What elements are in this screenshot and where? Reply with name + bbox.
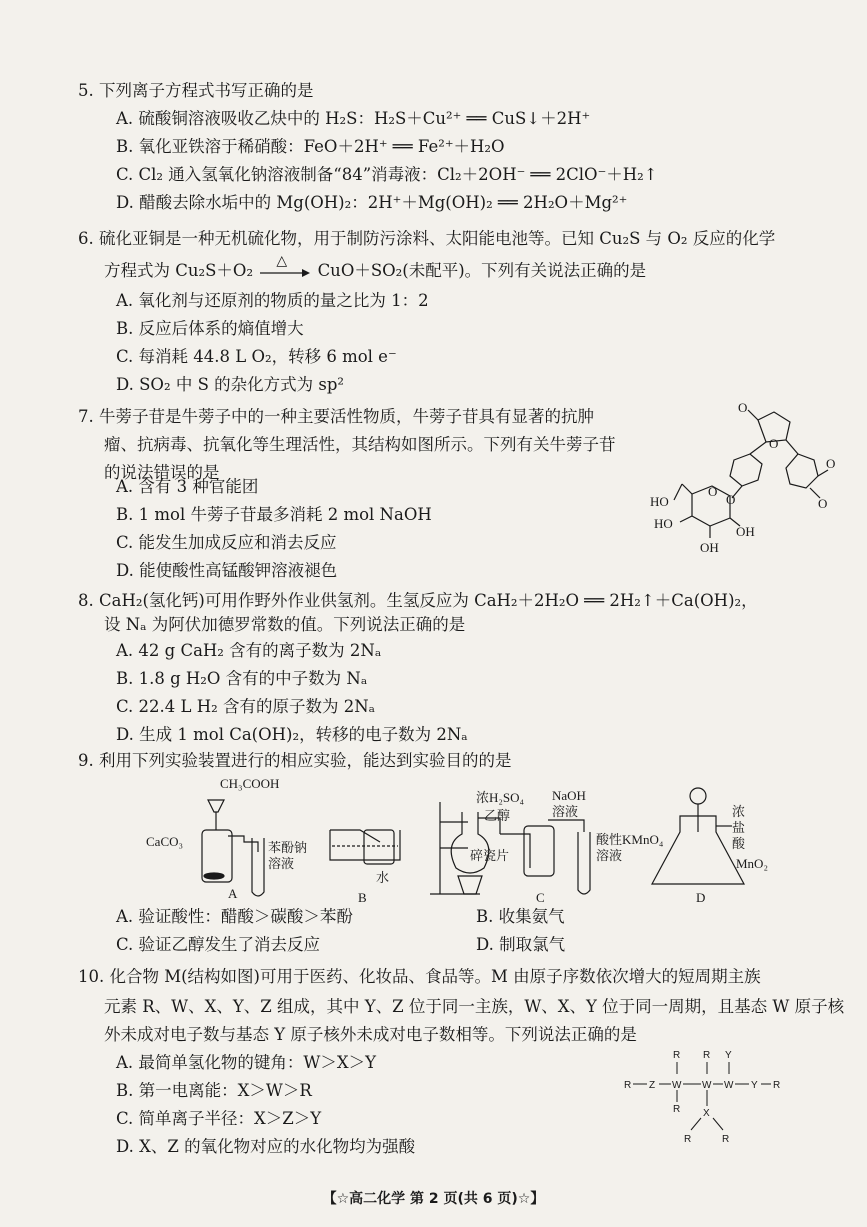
atom-r-1: R: [624, 1080, 632, 1091]
atom-y-1: Y: [751, 1080, 758, 1091]
q6-equation-right: CuO＋SO₂(未配平)。下列有关说法正确的是: [317, 261, 647, 280]
methoxy-oxygen-1-label: O: [826, 456, 836, 471]
q5-option-b: B. 氧化亚铁溶于稀硝酸：FeO＋2H⁺ ══ Fe²⁺＋H₂O: [116, 137, 505, 156]
porcelain-chips-label: 碎瓷片: [470, 848, 510, 863]
hydroxyl-label-3: OH: [700, 540, 719, 555]
conc-hcl-label-3: 酸: [732, 836, 746, 851]
arctiin-structure-figure: [640, 398, 840, 558]
q7-stem-line2: 瘤、抗病毒、抗氧化等生理活性，其结构如图所示。下列有关牛蒡子苷: [104, 435, 616, 454]
q5-option-d: D. 醋酸去除水垢中的 Mg(OH)₂：2H⁺＋Mg(OH)₂ ══ 2H₂O＋Mg²⁺: [116, 193, 628, 212]
naoh-label-2: 溶液: [552, 804, 579, 819]
atom-w-1: W: [672, 1080, 682, 1091]
glucose-ring-oxygen-label: O: [708, 484, 718, 499]
page-footer: 【☆高二化学 第 2 页(共 6 页)☆】: [322, 1191, 545, 1207]
q6-stem-line1: 6. 硫化亚铜是一种无机硫化物，用于制防污涂料、太阳能电池等。已知 Cu₂S 与 O₂ 反应的化学: [78, 229, 776, 248]
q5-option-a: A. 硫酸铜溶液吸收乙炔中的 H₂S：H₂S＋Cu²⁺ ══ CuS↓＋2H⁺: [116, 109, 591, 128]
compound-m-structure-figure: [618, 1046, 798, 1148]
q10-option-d: D. X、Z 的氧化物对应的水化物均为强酸: [116, 1137, 416, 1156]
sodium-phenoxide-label-2: 溶液: [268, 856, 295, 871]
sulfuric-acid-label: 浓H₂SO₄: [476, 790, 525, 805]
sodium-phenoxide-label-1: 苯酚钠: [268, 840, 308, 855]
q10-stem-line2: 元素 R、W、X、Y、Z 组成，其中 Y、Z 位于同一主族，W、X、Y 位于同一周期，且基态 W 原子核: [104, 997, 845, 1016]
hydroxyl-label-2: HO: [654, 516, 673, 531]
conc-hcl-label-2: 盐: [732, 820, 746, 835]
kmno4-label-2: 溶液: [596, 848, 623, 863]
apparatus-label-d: D: [696, 890, 706, 905]
ethanol-label: 乙醇: [484, 808, 511, 823]
q7-option-d: D. 能使酸性高锰酸钾溶液褪色: [116, 561, 338, 580]
atom-r-7: R: [722, 1134, 730, 1145]
q9-option-c: C. 验证乙醇发生了消去反应: [116, 935, 321, 954]
mno2-label: MnO₂: [736, 856, 768, 871]
q6-stem-line2: [104, 252, 647, 282]
conc-hcl-label-1: 浓: [732, 804, 746, 819]
apparatus-figure: [140, 772, 780, 912]
calcium-carbonate-label: CaCO₃: [146, 834, 184, 849]
atom-x: X: [703, 1108, 710, 1119]
hydroxyl-label-1: HO: [650, 494, 669, 509]
q8-option-b: B. 1.8 g H₂O 含有的中子数为 Nₐ: [116, 669, 368, 688]
atom-r-2: R: [773, 1080, 781, 1091]
q8-stem-line1: 8. CaH₂(氢化钙)可用作野外作业供氢剂。生氢反应为 CaH₂＋2H₂O ══ 2H₂↑＋Ca(OH)₂，: [78, 591, 758, 610]
q8-option-c: C. 22.4 L H₂ 含有的原子数为 2Nₐ: [116, 697, 376, 716]
q9-option-b: B. 收集氨气: [476, 907, 565, 926]
ring-oxygen-label: O: [769, 436, 779, 451]
atom-r-6: R: [684, 1134, 692, 1145]
apparatus-label-a: A: [228, 886, 238, 901]
q6-option-b: B. 反应后体系的熵值增大: [116, 319, 304, 338]
apparatus-label-b: B: [358, 890, 367, 905]
atom-z: Z: [649, 1080, 656, 1091]
q8-stem-line2: 设 Nₐ 为阿伏加德罗常数的值。下列说法正确的是: [104, 615, 466, 634]
methoxy-oxygen-2-label: O: [818, 496, 828, 511]
q7-option-c: C. 能发生加成反应和消去反应: [116, 533, 337, 552]
q10-option-a: A. 最简单氢化物的键角：W＞X＞Y: [116, 1053, 377, 1072]
atom-w-2: W: [702, 1080, 712, 1091]
apparatus-label-c: C: [536, 890, 545, 905]
q7-stem-line1: 7. 牛蒡子苷是牛蒡子中的一种主要活性物质，牛蒡子苷具有显著的抗肿: [78, 407, 594, 426]
heat-condition: △: [276, 252, 288, 269]
q10-option-b: B. 第一电离能：X＞W＞R: [116, 1081, 312, 1100]
carbonyl-oxygen-label: O: [738, 400, 748, 415]
water-label: 水: [376, 870, 390, 885]
hydroxyl-label-4: OH: [736, 524, 755, 539]
reaction-arrow: [258, 252, 312, 279]
q6-option-d: D. SO₂ 中 S 的杂化方式为 sp²: [116, 375, 345, 394]
q9-option-d: D. 制取氯气: [476, 935, 566, 954]
atom-y-2: Y: [725, 1050, 732, 1061]
q9-stem: 9. 利用下列实验装置进行的相应实验，能达到实验目的的是: [78, 751, 512, 770]
q9-option-a: A. 验证酸性：醋酸＞碳酸＞苯酚: [116, 907, 353, 926]
atom-r-5: R: [673, 1104, 681, 1115]
q5-stem: 5. 下列离子方程式书写正确的是: [78, 81, 314, 100]
atom-r-3: R: [673, 1050, 681, 1061]
glycoside-oxygen-label: O: [726, 492, 736, 507]
q7-option-b: B. 1 mol 牛蒡子苷最多消耗 2 mol NaOH: [116, 505, 432, 524]
q6-equation-left: 方程式为 Cu₂S＋O₂: [104, 261, 254, 280]
kmno4-label-1: 酸性KMnO₄: [596, 832, 664, 847]
q6-option-a: A. 氧化剂与还原剂的物质的量之比为 1：2: [116, 291, 429, 310]
q6-option-c: C. 每消耗 44.8 L O₂，转移 6 mol e⁻: [116, 347, 397, 366]
q5-option-c: C. Cl₂ 通入氢氧化钠溶液制备“84”消毒液：Cl₂＋2OH⁻ ══ 2ClO⁻＋H₂↑: [116, 165, 658, 184]
naoh-label-1: NaOH: [552, 788, 586, 803]
q7-option-a: A. 含有 3 种官能团: [116, 477, 259, 496]
acetic-acid-label: CH₃COOH: [220, 776, 280, 791]
atom-w-3: W: [724, 1080, 734, 1091]
arrow-icon: [258, 265, 312, 279]
q10-stem-line1: 10. 化合物 M(结构如图)可用于医药、化妆品、食品等。M 由原子序数依次增大的短周期主族: [78, 967, 761, 986]
q7-stem-line3: 的说法错误的是: [104, 463, 220, 482]
q10-stem-line3: 外未成对电子数与基态 Y 原子核外未成对电子数相等。下列说法正确的是: [104, 1025, 637, 1044]
atom-r-4: R: [703, 1050, 711, 1061]
q8-option-a: A. 42 g CaH₂ 含有的离子数为 2Nₐ: [116, 641, 382, 660]
q10-option-c: C. 简单离子半径：X＞Z＞Y: [116, 1109, 322, 1128]
q8-option-d: D. 生成 1 mol Ca(OH)₂，转移的电子数为 2Nₐ: [116, 725, 468, 744]
